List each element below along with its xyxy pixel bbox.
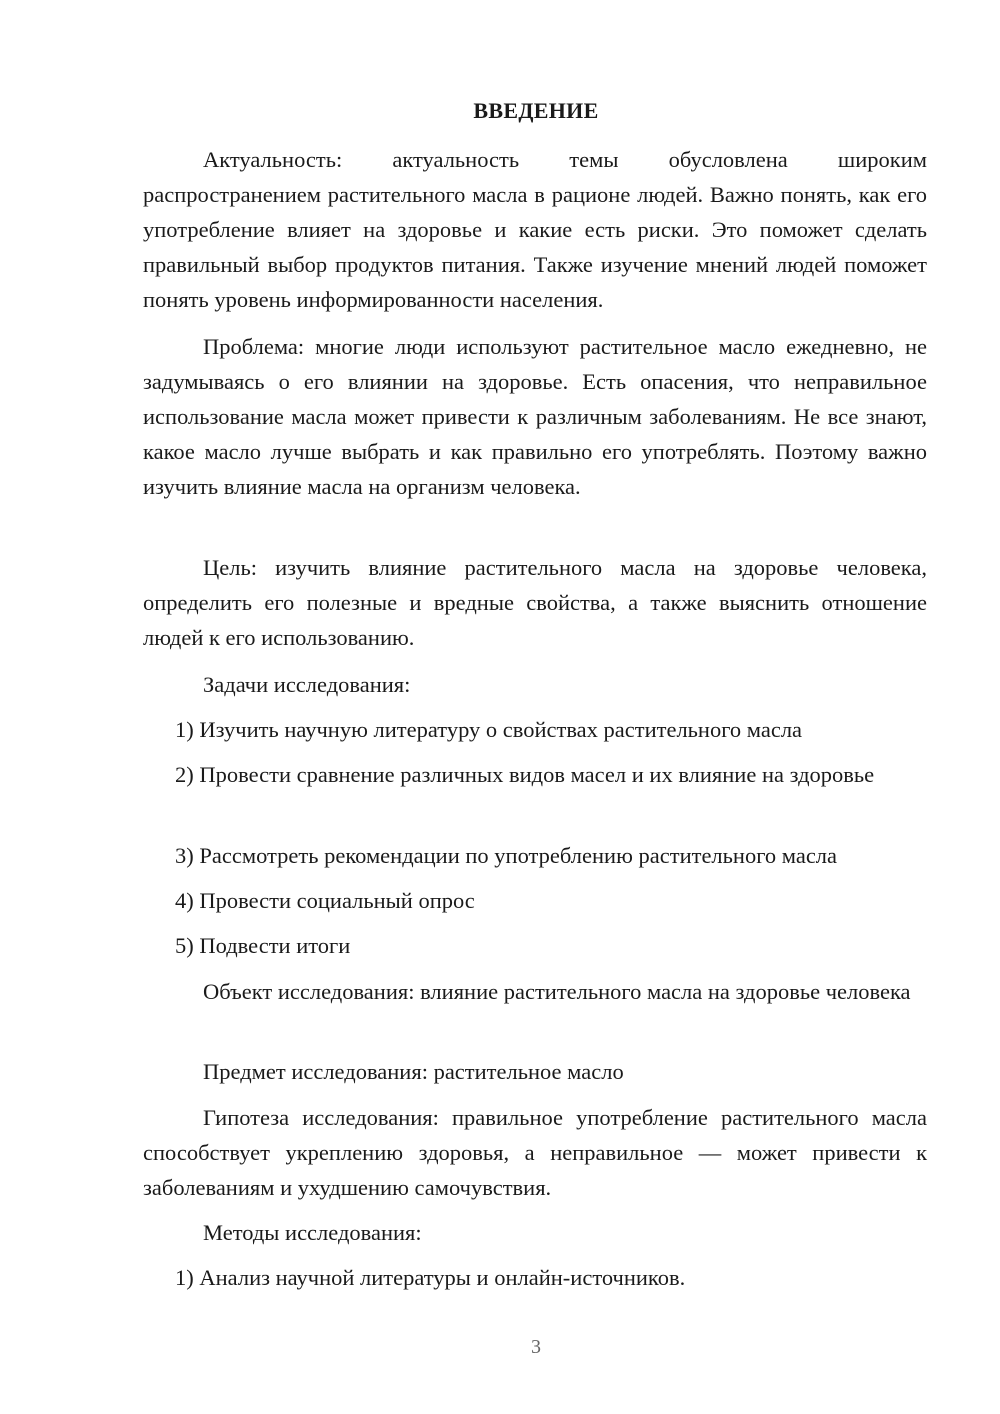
methods-title: Методы исследования: (203, 1220, 422, 1245)
task-item-4: 4) Провести социальный опрос (175, 888, 475, 913)
paragraph-hypothesis: Гипотеза исследования: правильное употребление растительного масла способствует укреплению здоровья, а неправильное — может привести к заболеваниям и ухудшению самочувствия. (143, 1105, 927, 1200)
task-item-3: 3) Рассмотреть рекомендации по употреблению растительного масла (175, 843, 838, 868)
page-number: 3 (531, 1336, 541, 1358)
paragraph-object: Объект исследования: влияние растительного масла на здоровье человека (203, 979, 911, 1004)
task-item-5: 5) Подвести итоги (175, 933, 351, 958)
task-item-1: 1) Изучить научную литературу о свойствах растительного масла (175, 717, 803, 742)
paragraph-subject: Предмет исследования: растительное масло (203, 1059, 624, 1084)
paragraph-problem: Проблема: многие люди используют растительное масло ежедневно, не задумываясь о его влиянии на здоровье. Есть опасения, что неправильное использование масла может привести к различным заболеваниям. Не все знают, какое масло лучше выбрать и как правильно его употреблять. Поэтому важно изучить влияние масла на организм человека. (143, 334, 927, 499)
paragraph-goal: Цель: изучить влияние растительного масла на здоровье человека, определить его полезные и вредные свойства, а также выяснить отношение людей к его использованию. (143, 555, 927, 650)
method-item-1: 1) Анализ научной литературы и онлайн-источников. (175, 1265, 686, 1290)
paragraph-relevance: Актуальность: актуальность темы обусловлена широким распространением растительного масла в рационе людей. Важно понять, как его употребление влияет на здоровье и какие есть риски. Это поможет сделать правильный выбор продуктов питания. Также изучение мнений людей поможет понять уровень информированности населения. (143, 147, 927, 312)
task-item-2: 2) Провести сравнение различных видов масел и их влияние на здоровье (175, 762, 875, 787)
section-heading: ВВЕДЕНИЕ (473, 98, 599, 123)
tasks-title: Задачи исследования: (203, 672, 411, 697)
